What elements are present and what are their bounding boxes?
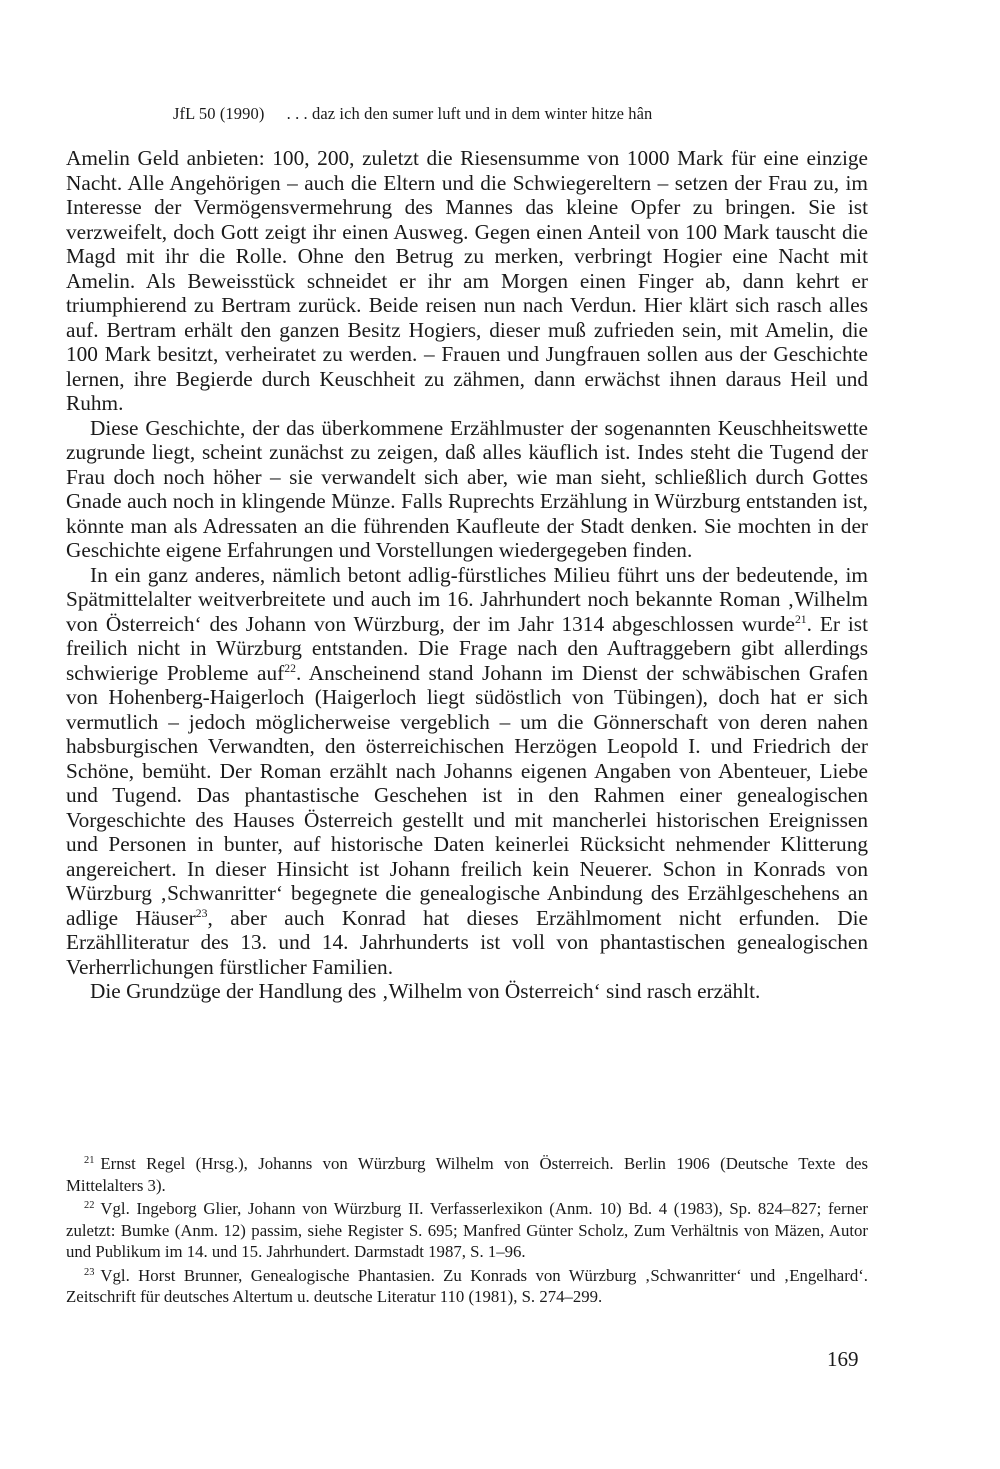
- footnote-text: Vgl. Ingeborg Glier, Johann von Würzburg II. Verfasserlexikon (Anm. 10) Bd. 4 (1983), Sp. 824–827; ferner zuletzt: Bumke (Anm. 12) passim, siehe Register S. 695; Manfred Günter Scholz, Zum Verhältnis von Mäzen, Autor und Publikum im 14. und 15. Jahrhundert. Darmstadt 1987, S. 1–96.: [66, 1199, 868, 1261]
- paragraph-text: In ein ganz anderes, nämlich betont adlig-fürstliches Milieu führt uns der bedeutende, im Spätmittelalter weitverbreitete und auch im 16. Jahrhundert noch bekannte Roman ‚Wilhelm von Österreich‘ des Johann von Würzburg, der im Jahr 1314 abgeschlossen wurde: [66, 562, 868, 636]
- paragraph: [66, 146, 868, 416]
- footnote-reference: 23: [195, 906, 208, 920]
- footnote: [66, 1198, 868, 1263]
- paragraph-text: Die Grundzüge der Handlung des ‚Wilhelm von Österreich‘ sind rasch erzählt.: [90, 979, 761, 1003]
- paragraph-text: Amelin Geld anbieten: 100, 200, zuletzt die Riesensumme von 1000 Mark für eine einzige Nacht. Alle Angehörigen – auch die Eltern und die Schwiegereltern – setzen der Frau zu, im Interesse der Vermögensvermehrung des Mannes das kleine Opfer zu bringen. Sie ist verzweifelt, doch Gott zeigt ihr einen Ausweg. Gegen einen Anteil von 100 Mark tauscht die Magd mit ihr die Rolle. Ohne den Betrug zu merken, verbringt Hogier eine Nacht mit Amelin. Als Beweisstück schneidet er ihr am Morgen einen Finger ab, dann kehrt er triumphierend zu Bertram zurück. Beide reisen nun nach Verdun. Hier klärt sich rasch alles auf. Bertram erhält den ganzen Besitz Hogiers, dieser muß zufrieden sein, mit Amelin, die 100 Mark besitzt, verheiratet zu werden. – Frauen und Jungfrauen sollen aus der Geschichte lernen, ihre Begierde durch Keuschheit zu zähmen, dann erwächst ihnen daraus Heil und Ruhm.: [66, 146, 868, 415]
- paragraph: [66, 563, 868, 980]
- footnote-number: 23: [84, 1266, 95, 1278]
- footnote-reference: 22: [284, 661, 296, 675]
- footnote: [66, 1265, 868, 1308]
- paragraph: [66, 416, 868, 563]
- main-text: [66, 146, 868, 1004]
- footnote: [66, 1153, 868, 1196]
- footnotes: [66, 1153, 868, 1310]
- paragraph-text: Diese Geschichte, der das überkommene Erzählmuster der sogenannten Keuschheitswette zugrunde liegt, scheint zunächst zu zeigen, daß alles käuflich ist. Indes steht die Tugend der Frau doch noch höher – sie verwandelt sich aber, wie man sieht, schließlich durch Gottes Gnade auch noch in klingende Münze. Falls Ruprechts Erzählung in Würzburg entstanden ist, könnte man als Adressaten an die führenden Kaufleute der Stadt denken. Sie mochten in der Geschichte eigene Erfahrungen und Vorstellungen wiedergegeben finden.: [66, 415, 868, 562]
- footnote-number: 22: [84, 1200, 95, 1212]
- footnote-text: Ernst Regel (Hrsg.), Johanns von Würzburg Wilhelm von Österreich. Berlin 1906 (Deutsche Texte des Mittelalters 3).: [66, 1154, 868, 1195]
- running-header: [173, 104, 652, 124]
- running-title: . . . daz ich den sumer luft und in dem winter hitze hân: [286, 104, 653, 123]
- footnote-number: 21: [84, 1155, 95, 1167]
- paragraph-text: , aber auch Konrad hat dieses Erzählmoment nicht erfunden. Die Erzählliteratur des 13. und 14. Jahrhunderts ist voll von phantastischen genealogischen Verherrlichungen fürstlicher Familien.: [66, 905, 868, 979]
- journal-citation: JfL 50 (1990): [173, 104, 265, 123]
- page-number: 169: [827, 1347, 859, 1371]
- footnote-text: Vgl. Horst Brunner, Genealogische Phantasien. Zu Konrads von Würzburg ‚Schwanritter‘ und ‚Engelhard‘. Zeitschrift für deutsches Altertum u. deutsche Literatur 110 (1981), S. 274–299.: [66, 1265, 868, 1306]
- footnote-reference: 21: [794, 612, 807, 626]
- paragraph-text: . Er ist freilich nicht in Würzburg entstanden. Die Frage nach den Auftraggebern gibt allerdings schwierige Probleme auf: [66, 611, 868, 685]
- paragraph-text: . Anscheinend stand Johann im Dienst der schwäbischen Grafen von Hohenberg-Haigerloch (Haigerloch liegt südöstlich von Tübingen), doch hat er sich vermutlich – jedoch möglicherweise vergeblich – um die Gönnerschaft von deren nahen habsburgischen Verwandten, den österreichischen Herzögen Leopold I. und Friedrich der Schöne, bemüht. Der Roman erzählt nach Johanns eigenen Angaben von Abenteuer, Liebe und Tugend. Das phantastische Geschehen ist in den Rahmen einer genealogischen Vorgeschichte des Hauses Österreich gestellt und mit mancherlei historischen Ereignissen und Personen in bunter, auf historische Daten keinerlei Rücksicht nehmender Klitterung angereichert. In dieser Hinsicht ist Johann freilich kein Neuerer. Schon in Konrads von Würzburg ‚Schwanritter‘ begegnete die genealogische Anbindung des Erzählgeschehens an adlige Häuser: [66, 660, 868, 930]
- paragraph: [66, 979, 868, 1004]
